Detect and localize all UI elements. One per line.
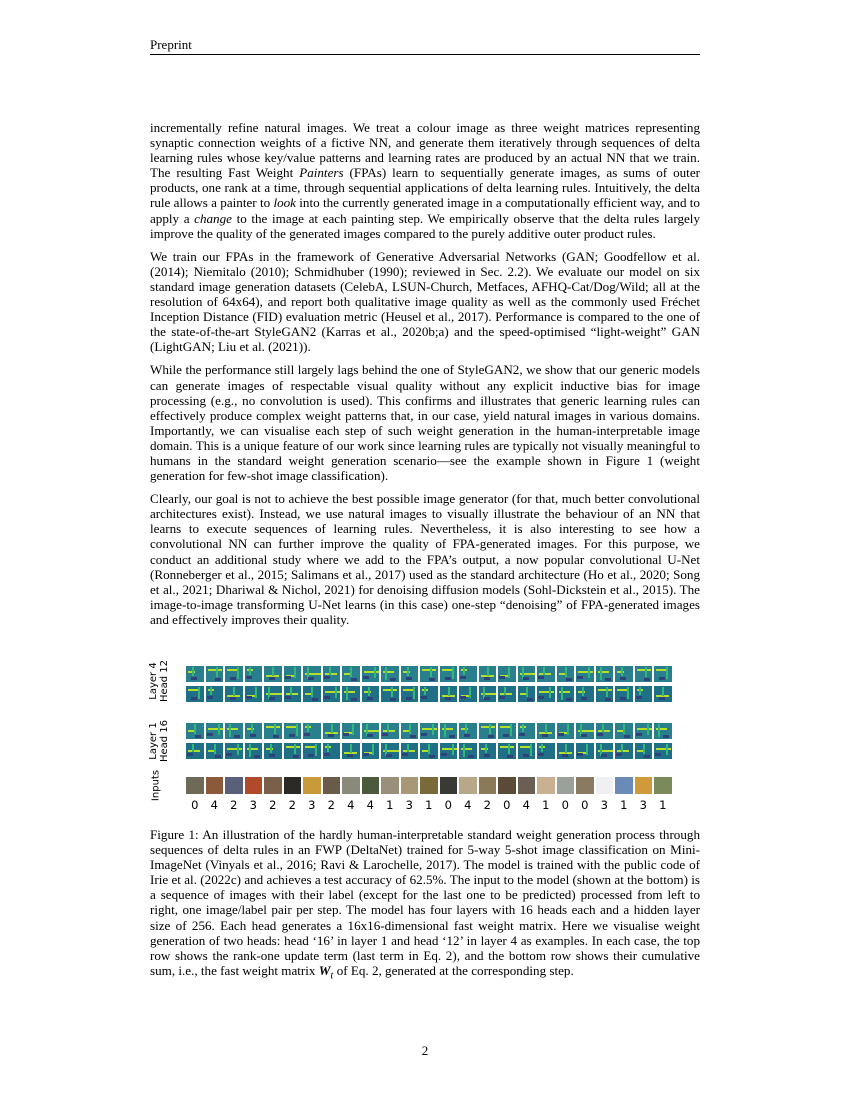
input-image-thumbnail: [362, 777, 380, 794]
rank-one-update: [264, 666, 282, 682]
rank-one-update: [635, 723, 653, 739]
rank-one-update: [401, 723, 419, 739]
input-image-thumbnail: [225, 777, 243, 794]
input-image-thumbnail: [576, 777, 594, 794]
fast-weight-matrix: [518, 743, 536, 759]
rank-one-update: [596, 723, 614, 739]
fast-weight-matrix: [635, 743, 653, 759]
fast-weight-matrix: [186, 743, 204, 759]
fast-weight-matrix: [381, 686, 399, 702]
fast-weight-matrix: [264, 686, 282, 702]
rank-one-update: [303, 723, 321, 739]
rank-one-update: [342, 723, 360, 739]
input-label: 4: [347, 798, 355, 812]
rank-one-update: [225, 723, 243, 739]
rank-one-update: [420, 723, 438, 739]
fast-weight-matrix: [362, 686, 380, 702]
input-label: 1: [542, 798, 550, 812]
input-labels-row: [186, 799, 672, 812]
layer4-update-row: [186, 666, 672, 682]
rank-one-update: [440, 666, 458, 682]
figure-1: [150, 660, 700, 812]
rank-one-update: [245, 666, 263, 682]
fast-weight-matrix: [323, 686, 341, 702]
fast-weight-matrix: [654, 743, 672, 759]
fast-weight-matrix: [479, 743, 497, 759]
input-image-thumbnail: [440, 777, 458, 794]
input-image-thumbnail: [537, 777, 555, 794]
input-label: 4: [522, 798, 530, 812]
input-image-thumbnail: [284, 777, 302, 794]
rank-one-update: [596, 666, 614, 682]
rank-one-update: [498, 723, 516, 739]
rank-one-update: [420, 666, 438, 682]
input-image-thumbnail: [264, 777, 282, 794]
input-label: 4: [464, 798, 472, 812]
fast-weight-matrix: [518, 686, 536, 702]
header-rule: [150, 54, 700, 55]
fast-weight-matrix: [479, 686, 497, 702]
fast-weight-matrix: [615, 743, 633, 759]
input-image-thumbnail: [654, 777, 672, 794]
input-image-thumbnail: [186, 777, 204, 794]
rank-one-update: [576, 666, 594, 682]
fast-weight-matrix: [284, 743, 302, 759]
rank-one-update: [362, 723, 380, 739]
input-label: 0: [561, 798, 569, 812]
input-image-thumbnail: [615, 777, 633, 794]
fast-weight-matrix: [245, 686, 263, 702]
input-label: 1: [386, 798, 394, 812]
fast-weight-matrix: [303, 743, 321, 759]
rank-one-update: [615, 666, 633, 682]
input-label: 3: [405, 798, 413, 812]
rank-one-update: [537, 666, 555, 682]
rank-one-update: [615, 723, 633, 739]
fast-weight-matrix: [537, 686, 555, 702]
input-label: 2: [269, 798, 277, 812]
input-image-thumbnail: [323, 777, 341, 794]
row-label-inputs: Inputs: [150, 769, 162, 802]
fast-weight-matrix: [498, 743, 516, 759]
fast-weight-matrix: [615, 686, 633, 702]
rank-one-update: [459, 666, 477, 682]
rank-one-update: [557, 666, 575, 682]
fast-weight-matrix: [284, 686, 302, 702]
input-image-thumbnail: [381, 777, 399, 794]
fast-weight-matrix: [557, 686, 575, 702]
fast-weight-matrix: [596, 686, 614, 702]
fast-weight-matrix: [362, 743, 380, 759]
input-image-thumbnail: [206, 777, 224, 794]
rank-one-update: [323, 666, 341, 682]
input-label: 1: [659, 798, 667, 812]
fast-weight-matrix: [381, 743, 399, 759]
rank-one-update: [362, 666, 380, 682]
fast-weight-matrix: [323, 743, 341, 759]
rank-one-update: [206, 666, 224, 682]
layer1-sum-row: [186, 743, 672, 759]
rank-one-update: [635, 666, 653, 682]
fast-weight-matrix: [635, 686, 653, 702]
fast-weight-matrix: [245, 743, 263, 759]
input-image-thumbnail: [342, 777, 360, 794]
rank-one-update: [537, 723, 555, 739]
paragraph-2: We train our FPAs in the framework of Generative Adversarial Networks (GAN; Goodfellow et al. (2014); Niemitalo (2010); Schmidhuber (1990); reviewed in Sec. 2.2). We evaluate our model on six standard image generation datasets (CelebA, LSUN-Church, Metfaces, AFHQ-Cat/Dog/Wild; all at the resolution of 64x64), and report both qualitative image quality as well as the commonly used Fréchet Inception Distance (FID) evaluation metric (Heusel et al., 2017). Performance is compared to the one of the state-of-the-art StyleGAN2 (Karras et al., 2020b;a) and the speed-optimised “light-weight” GAN (LightGAN; Liu et al. (2021)).: [150, 248, 700, 355]
fast-weight-matrix: [498, 686, 516, 702]
rank-one-update: [381, 666, 399, 682]
fast-weight-matrix: [206, 743, 224, 759]
running-header: Preprint: [150, 37, 192, 52]
rank-one-update: [654, 666, 672, 682]
body-text: [150, 120, 700, 627]
input-image-thumbnail: [557, 777, 575, 794]
rank-one-update: [245, 723, 263, 739]
fast-weight-matrix: [420, 686, 438, 702]
fast-weight-matrix: [537, 743, 555, 759]
input-label: 4: [366, 798, 374, 812]
input-image-thumbnail: [303, 777, 321, 794]
fast-weight-matrix: [596, 743, 614, 759]
rank-one-update: [459, 723, 477, 739]
rank-one-update: [323, 723, 341, 739]
page-number: 2: [421, 1043, 429, 1058]
rank-one-update: [206, 723, 224, 739]
fast-weight-matrix: [401, 686, 419, 702]
input-label: 3: [249, 798, 257, 812]
rank-one-update: [479, 723, 497, 739]
fast-weight-matrix: [186, 686, 204, 702]
fast-weight-matrix: [576, 686, 594, 702]
rank-one-update: [264, 723, 282, 739]
row-label-layer1-line1: Layer 1: [148, 722, 159, 760]
fast-weight-matrix: [440, 743, 458, 759]
rank-one-update: [225, 666, 243, 682]
input-image-thumbnail: [401, 777, 419, 794]
rank-one-update: [284, 723, 302, 739]
fast-weight-matrix: [225, 686, 243, 702]
fast-weight-matrix: [206, 686, 224, 702]
fast-weight-matrix: [342, 686, 360, 702]
input-image-thumbnail: [459, 777, 477, 794]
row-label-layer4-line1: Layer 4: [148, 662, 159, 700]
rank-one-update: [479, 666, 497, 682]
fast-weight-matrix: [264, 743, 282, 759]
fast-weight-matrix: [654, 686, 672, 702]
rank-one-update: [401, 666, 419, 682]
figure-caption: [150, 827, 700, 984]
input-images-row: [186, 777, 672, 794]
input-image-thumbnail: [479, 777, 497, 794]
layer4-sum-row: [186, 686, 672, 702]
row-label-layer4: [148, 656, 170, 706]
input-image-thumbnail: [420, 777, 438, 794]
layer1-update-row: [186, 723, 672, 739]
input-label: 3: [639, 798, 647, 812]
fast-weight-matrix: [440, 686, 458, 702]
fast-weight-matrix: [557, 743, 575, 759]
fast-weight-matrix: [420, 743, 438, 759]
input-image-thumbnail: [498, 777, 516, 794]
fast-weight-matrix: [459, 686, 477, 702]
input-image-thumbnail: [518, 777, 536, 794]
input-label: 2: [483, 798, 491, 812]
rank-one-update: [381, 723, 399, 739]
rank-one-update: [440, 723, 458, 739]
rank-one-update: [557, 723, 575, 739]
rank-one-update: [284, 666, 302, 682]
paragraph-3: While the performance still largely lags behind the one of StyleGAN2, we show that our generic models can generate images of respectable visual quality without any explicit inductive bias for image processing (e.g., no convolution is used). This confirms and illustrates that generic learning rules can effectively produce complex weight patterns that, in our case, yield natural images in various domains. Importantly, we can visualise each step of such weight generation in the human-interpretable image domain. This is a unique feature of our work since learning rules are typically not visually meaningful to humans in the standard weight generation scenario—see the example shown in Figure 1 (weight generation for few-shot image classification).: [150, 362, 700, 484]
caption-text: Figure 1: An illustration of the hardly human-interpretable standard weight generation process through sequences of delta rules in an FWP (DeltaNet) trained for 5-way 5-shot image classification on Mini-ImageNet (Vinyals et al., 2016; Ravi & Larochelle, 2017). The model is trained with the public code of Irie et al. (2022c) and achieves a test accuracy of 62.5%. The input to the model (shown at the bottom) is a sequence of images with their label (except for the last one to be predicted) processed from left to right, one image/label pair per step. The model has four layers with 16 heads each and a hidden layer size of 256. Each head generates a 16x16-dimensional fast weight matrix. Here we visualise weight generation of two heads: head ‘16’ in layer 1 and head ‘12’ in layer 4 as examples. In each case, the top row shows the rank-one update term (last term in Eq. 2), and the bottom row shows their cumulative sum, i.e., the fast weight matrix $W_t$ of Eq. 2, generated at the corresponding step.: [150, 827, 700, 982]
paragraph-4: Clearly, our goal is not to achieve the best possible image generator (for that, much better convolutional architectures exist). Instead, we use natural images to visually illustrate the behaviour of an NN that learns to execute sequences of learning rules. Nevertheless, it is also interesting to see how a convolutional NN can further improve the quality of FPA-generated images. For this purpose, we conduct an additional study where we add to the FPA’s output, a now popular convolutional U-Net (Ronneberger et al., 2015; Salimans et al., 2017) used as the standard architecture (Ho et al., 2020; Song et al., 2021; Dhariwal & Nichol, 2021) for denoising diffusion models (Sohl-Dickstein et al., 2015). The image-to-image transforming U-Net learns (in this case) one-step “denoising” of FPA-generated images and effectively improves their quality.: [150, 491, 700, 627]
rank-one-update: [518, 723, 536, 739]
row-label-layer4-line2: Head 12: [159, 659, 170, 703]
input-image-thumbnail: [596, 777, 614, 794]
input-label: 1: [425, 798, 433, 812]
input-image-thumbnail: [635, 777, 653, 794]
input-label: 0: [444, 798, 452, 812]
rank-one-update: [498, 666, 516, 682]
rank-one-update: [303, 666, 321, 682]
input-label: 2: [327, 798, 335, 812]
fast-weight-matrix: [459, 743, 477, 759]
rank-one-update: [342, 666, 360, 682]
input-label: 0: [191, 798, 199, 812]
fast-weight-matrix: [342, 743, 360, 759]
input-image-thumbnail: [245, 777, 263, 794]
input-label: 4: [210, 798, 218, 812]
row-label-layer1-line2: Head 16: [159, 719, 170, 763]
input-label: 0: [581, 798, 589, 812]
input-label: 1: [620, 798, 628, 812]
rank-one-update: [576, 723, 594, 739]
input-label: 2: [230, 798, 238, 812]
fast-weight-matrix: [225, 743, 243, 759]
rank-one-update: [654, 723, 672, 739]
rank-one-update: [186, 666, 204, 682]
input-label: 3: [308, 798, 316, 812]
paragraph-1: incrementally refine natural images. We treat a colour image as three weight matrices representing synaptic connection weights of a fictive NN, and generate them iteratively through sequences of delta learning rules whose key/value patterns and learning rates are produced by an actual NN that we train. The resulting Fast Weight Painters (FPAs) learn to sequentially generate images, as sums of outer products, one rank at a time, through sequential applications of delta learning rules. Intuitively, the delta rule allows a painter to look into the currently generated image in a computationally efficient way, and to apply a change to the image at each painting step. We empirically observe that the delta rules largely improve the quality of the generated images compared to the purely additive outer product rules.: [150, 120, 700, 241]
row-label-layer1: [148, 716, 170, 766]
fast-weight-matrix: [303, 686, 321, 702]
input-label: 0: [503, 798, 511, 812]
fast-weight-matrix: [576, 743, 594, 759]
input-label: 3: [600, 798, 608, 812]
fast-weight-matrix: [401, 743, 419, 759]
input-label: 2: [288, 798, 296, 812]
rank-one-update: [186, 723, 204, 739]
rank-one-update: [518, 666, 536, 682]
